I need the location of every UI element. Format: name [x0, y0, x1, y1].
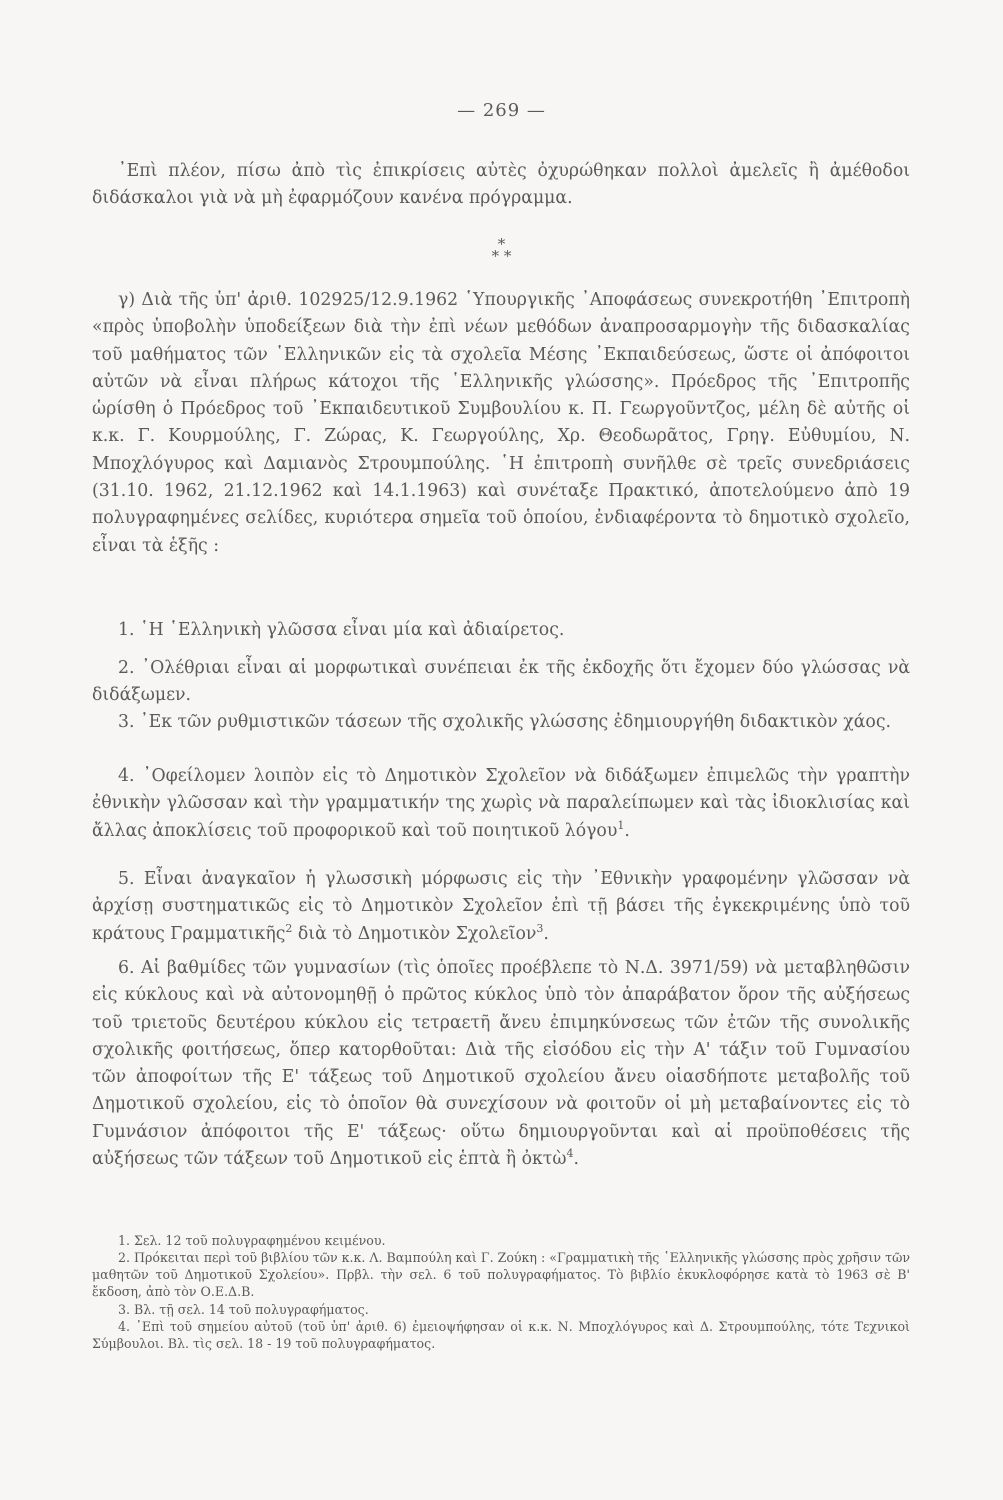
section-g-paragraph: γ) Διὰ τῆς ὑπ' ἀριθ. 102925/12.9.1962 ῾Υπουργικῆς ᾿Αποφάσεως συνεκροτήθη ᾿Επιτροπὴ «πρὸς ὑποβολὴν ὑποδείξεων διὰ τὴν ἐπὶ νέων μεθόδων ἀναπροσαρμογὴν τῆς διδασκαλίας τοῦ μαθήματος τῶν ῾Ελληνικῶν εἰς τὰ σχολεῖα Μέσης ᾿Εκπαιδεύσεως, ὥστε οἱ ἀπόφοιτοι αὐτῶν νὰ εἶναι πλήρως κάτοχοι τῆς ῾Ελληνικῆς γλώσσης». Πρόεδρος τῆς ᾿Επιτροπῆς ὡρίσθη ὁ Πρόεδρος τοῦ ᾿Εκπαιδευτικοῦ Συμβουλίου κ. Π. Γεωργοῦντζος, μέλη δὲ αὐτῆς οἱ κ.κ. Γ. Κουρμούλης, Γ. Ζώρας, Κ. Γεωργούλης, Χρ. Θεοδωρᾶτος, Γρηγ. Εὐθυμίου, Ν. Μποχλόγυρος καὶ Δαμιανὸς Στρουμπούλης. ῾Η ἐπιτροπὴ συνῆλθε σὲ τρεῖς συνεδριάσεις (31.10. 1962, 21.12.1962 καὶ 14.1.1963) καὶ συνέταξε Πρακτικό, ἀποτελούμενο ἀπὸ 19 πολυγραφημένες σελίδες, κυριότερα σημεῖα τοῦ ὁποίου, ἐνδιαφέροντα τὸ δημοτικὸ σχολεῖο, εἶναι τὰ ἑξῆς :: [92, 290, 910, 556]
list-item-6: 6. Αἱ βαθμίδες τῶν γυμνασίων (τὶς ὁποῖες προέβλεπε τὸ Ν.Δ. 3971/59) νὰ μεταβληθῶσιν εἰς κύκλους καὶ νὰ αὐτονομηθῇ ὁ πρῶτος κύκλος ὑπὸ τὸν ἀπαράβατον ὅρον τῆς αὐξήσεως τοῦ τριετοῦς δευτέρου κύκλου εἰς τετραετῆ ἄνευ ἐπιμηκύνσεως τῶν ἐτῶν τῆς συνολικῆς σχολικῆς φοιτήσεως, ὅπερ κατορθοῦται: Διὰ τῆς εἰσόδου εἰς τὴν Α' τάξιν τοῦ Γυμνασίου τῶν ἀποφοίτων τῆς Ε' τάξεως τοῦ Δημοτικοῦ σχολείου ἄνευ οἱασδήποτε μεταβολῆς τοῦ Δημοτικοῦ σχολείου, εἰς τὸ ὁποῖον θὰ συνεχίσουν νὰ φοιτοῦν οἱ μὴ μεταβαίνοντες εἰς τὸ Γυμνάσιον ἀπόφοιτοι τῆς Ε' τάξεως· οὕτω δημιουργοῦνται καὶ αἱ προϋποθέσεις τῆς αὐξήσεως τῶν τάξεων τοῦ Δημοτικοῦ εἰς ἑπτὰ ἢ ὀκτὼ$^4$.: [92, 958, 910, 1170]
intro-paragraph: ᾿Επὶ πλέον, πίσω ἀπὸ τὶς ἐπικρίσεις αὐτὲς ὀχυρώθηκαν πολλοὶ ἀμελεῖς ἢ ἀμέθοδοι διδάσκαλοι γιὰ νὰ μὴ ἐφαρμόζουν κανένα πρόγραμμα.: [92, 161, 910, 209]
footnote-mark-2: 2: [285, 921, 293, 935]
list-item-4: 4. ᾿Οφείλομεν λοιπὸν εἰς τὸ Δημοτικὸν Σχολεῖον νὰ διδάξωμεν ἐπιμελῶς τὴν γραπτὴν ἐθνικὴν γλῶσσαν καὶ τὴν γραμματικήν της χωρὶς νὰ παραλείπωμεν καὶ τὰς ἰδιοκλισίας καὶ ἄλλας ἀποκλίσεις τοῦ προφορικοῦ καὶ τοῦ ποιητικοῦ λόγου$^1$.: [92, 766, 910, 841]
list-item-4-text: 4. ᾿Οφείλομεν λοιπὸν εἰς τὸ Δημοτικὸν Σχολεῖον νὰ διδάξωμεν ἐπιμελῶς τὴν γραπτὴν ἐθνικὴν γλῶσσαν καὶ τὴν γραμματικήν της χωρὶς νὰ παραλείπωμεν καὶ τὰς ἰδιοκλισίας καὶ ἄλλας ἀποκλίσεις τοῦ προφορικοῦ καὶ τοῦ ποιητικοῦ λόγου: [92, 766, 910, 841]
footnote-1: 1. Σελ. 12 τοῦ πολυγραφημένου κειμένου.: [118, 1233, 386, 1248]
footnote-mark-1: 1: [617, 818, 625, 832]
list-item-3: 3. ᾿Εκ τῶν ρυθμιστικῶν τάσεων τῆς σχολικῆς γλώσσης ἐδημιουργήθη διδακτικὸν χάος.: [118, 712, 892, 732]
list-item-2: 2. ᾿Ολέθριαι εἶναι αἱ μορφωτικαὶ συνέπειαι ἐκ τῆς ἐκδοχῆς ὅτι ἔχομεν δύο γλώσσας νὰ διδάξωμεν.: [92, 658, 910, 706]
section-separator: [0, 235, 1003, 265]
list-item-6-text: 6. Αἱ βαθμίδες τῶν γυμνασίων (τὶς ὁποῖες προέβλεπε τὸ Ν.Δ. 3971/59) νὰ μεταβληθῶσιν εἰς κύκλους καὶ νὰ αὐτονομηθῇ ὁ πρῶτος κύκλος ὑπὸ τὸν ἀπαράβατον ὅρον τῆς αὐξήσεως τοῦ τριετοῦς δευτέρου κύκλου εἰς τετραετῆ ἄνευ ἐπιμηκύνσεως τῶν ἐτῶν τῆς συνολικῆς σχολικῆς φοιτήσεως, ὅπερ κατορθοῦται: Διὰ τῆς εἰσόδου εἰς τὴν Α' τάξιν τοῦ Γυμνασίου τῶν ἀποφοίτων τῆς Ε' τάξεως τοῦ Δημοτικοῦ σχολείου ἄνευ οἱασδήποτε μεταβολῆς τοῦ Δημοτικοῦ σχολείου, εἰς τὸ ὁποῖον θὰ συνεχίσουν νὰ φοιτοῦν οἱ μὴ μεταβαίνοντες εἰς τὸ Γυμνάσιον ἀπόφοιτοι τῆς Ε' τάξεως· οὕτω δημιουργοῦνται καὶ αἱ προϋποθέσεις τῆς αὐξήσεως τῶν τάξεων τοῦ Δημοτικοῦ εἰς ἑπτὰ ἢ ὀκτὼ: [92, 958, 910, 1170]
separator-stars: * * *: [491, 235, 512, 265]
footnote-2: 2. Πρόκειται περὶ τοῦ βιβλίου τῶν κ.κ. Λ. Βαμπούλη καὶ Γ. Ζούκη : «Γραμματικὴ τῆς ῾Ελληνικῆς γλώσσης πρὸς χρῆσιν τῶν μαθητῶν τοῦ Δημοτικοῦ Σχολείου». Πρβλ. τὴν σελ. 6 τοῦ πολυγραφήματος. Τὸ βιβλίο ἐκυκλοφόρησε κατὰ τὸ 1963 σὲ Β' ἔκδοση, ἀπὸ τὸν Ο.Ε.Δ.Β.: [92, 1250, 910, 1300]
footnote-mark-4: 4: [566, 1147, 574, 1161]
page-number: — 269 —: [457, 100, 546, 121]
footnote-3: 3. Βλ. τῇ σελ. 14 τοῦ πολυγραφήματος.: [118, 1302, 369, 1317]
footnote-mark-3: 3: [536, 921, 544, 935]
list-item-1: 1. ῾Η ῾Ελληνικὴ γλῶσσα εἶναι μία καὶ ἀδιαίρετος.: [118, 620, 565, 640]
list-item-5: 5. Εἶναι ἀναγκαῖον ἡ γλωσσικὴ μόρφωσις εἰς τὴν ᾿Εθνικὴν γραφομένην γλῶσσαν νὰ ἀρχίσῃ συστηματικῶς εἰς τὸ Δημοτικὸν Σχολεῖον ἐπὶ τῇ βάσει τῆς ἐγκεκριμένης ὑπὸ τοῦ κράτους Γραμματικῆς$^2$ διὰ τὸ Δημοτικὸν Σχολεῖον$^3$.: [92, 869, 910, 944]
list-item-5-text: 5. Εἶναι ἀναγκαῖον ἡ γλωσσικὴ μόρφωσις εἰς τὴν ᾿Εθνικὴν γραφομένην γλῶσσαν νὰ ἀρχίσῃ συστηματικῶς εἰς τὸ Δημοτικὸν Σχολεῖον ἐπὶ τῇ βάσει τῆς ἐγκεκριμένης ὑπὸ τοῦ κράτους Γραμματικῆς: [92, 869, 910, 944]
footnote-4: 4. ᾿Επὶ τοῦ σημείου αὐτοῦ (τοῦ ὑπ' ἀριθ. 6) ἐμειοψήφησαν οἱ κ.κ. Ν. Μποχλόγυρος καὶ Δ. Στρουμπούλης, τότε Τεχνικοὶ Σύμβουλοι. Βλ. τὶς σελ. 18 - 19 τοῦ πολυγραφήματος.: [92, 1319, 910, 1352]
list-item-5-tail: διὰ τὸ Δημοτικὸν Σχολεῖον: [292, 923, 537, 944]
